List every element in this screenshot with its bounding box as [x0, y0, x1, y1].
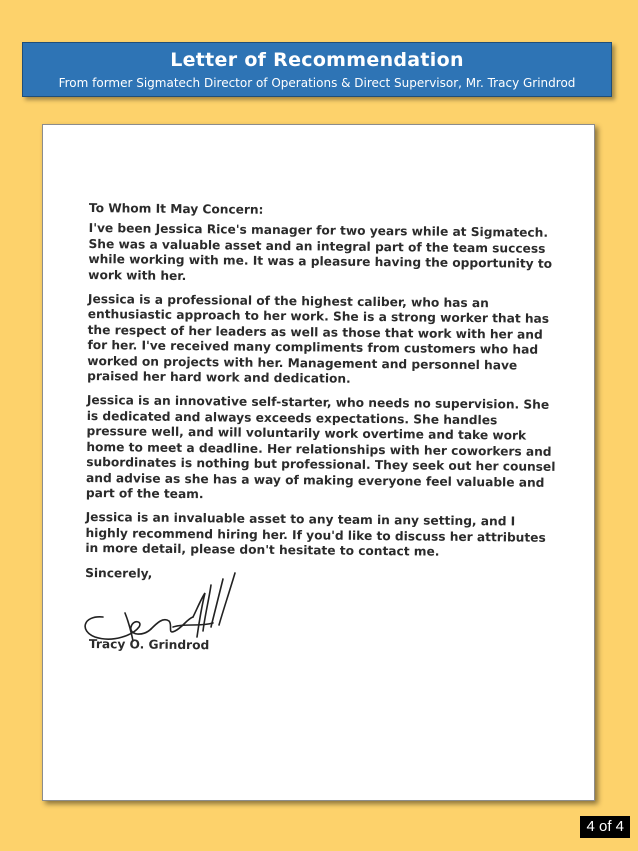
letter-paragraph-3: Jessica is an innovative self-starter, who needs no supervision. She is dedicated and always exceeds expectations. She handles pressure well, and will voluntarily work overtime and take work home to meet a deadline. Her relationships with her coworkers and subordinates is nothing but professional. They seek out her counsel and advise as she has a way of making everyone feel valuable and part of the team.: [85, 393, 556, 502]
title-banner: [22, 42, 612, 97]
banner-subtitle: From former Sigmatech Director of Operations & Direct Supervisor, Mr. Tracy Grindrod: [58, 76, 576, 90]
letter-closing: Sincerely,: [85, 565, 153, 581]
letter-body: [85, 201, 559, 595]
page-indicator: 4 of 4: [580, 816, 630, 838]
letter-paragraph-2: Jessica is a professional of the highest caliber, who has an enthusiastic approach to her work. She is a strong worker that has the respect of her leaders as well as those that work with her and for her. I've received many compliments from customers who had worked on projects with her. Management and personnel have praised her hard work and dedication.: [87, 292, 550, 386]
letter-greeting: To Whom It May Concern:: [88, 201, 264, 217]
letter-paragraph-4: Jessica is an invaluable asset to any team in any setting, and I highly recommend hiring her. If you'd like to discuss her attributes in more detail, please don't hesitate to contact me.: [85, 510, 546, 559]
signer-name-container: [89, 637, 289, 651]
letter-paragraph-1: I've been Jessica Rice's manager for two years while at Sigmatech. She was a valuable asset and an integral part of the team success while working with me. It was a pleasure having the opportunity to work with her.: [88, 221, 553, 283]
banner-title: Letter of Recommendation: [170, 49, 464, 71]
letter-page: [42, 124, 595, 801]
signer-name: Tracy O. Grindrod: [88, 637, 210, 653]
